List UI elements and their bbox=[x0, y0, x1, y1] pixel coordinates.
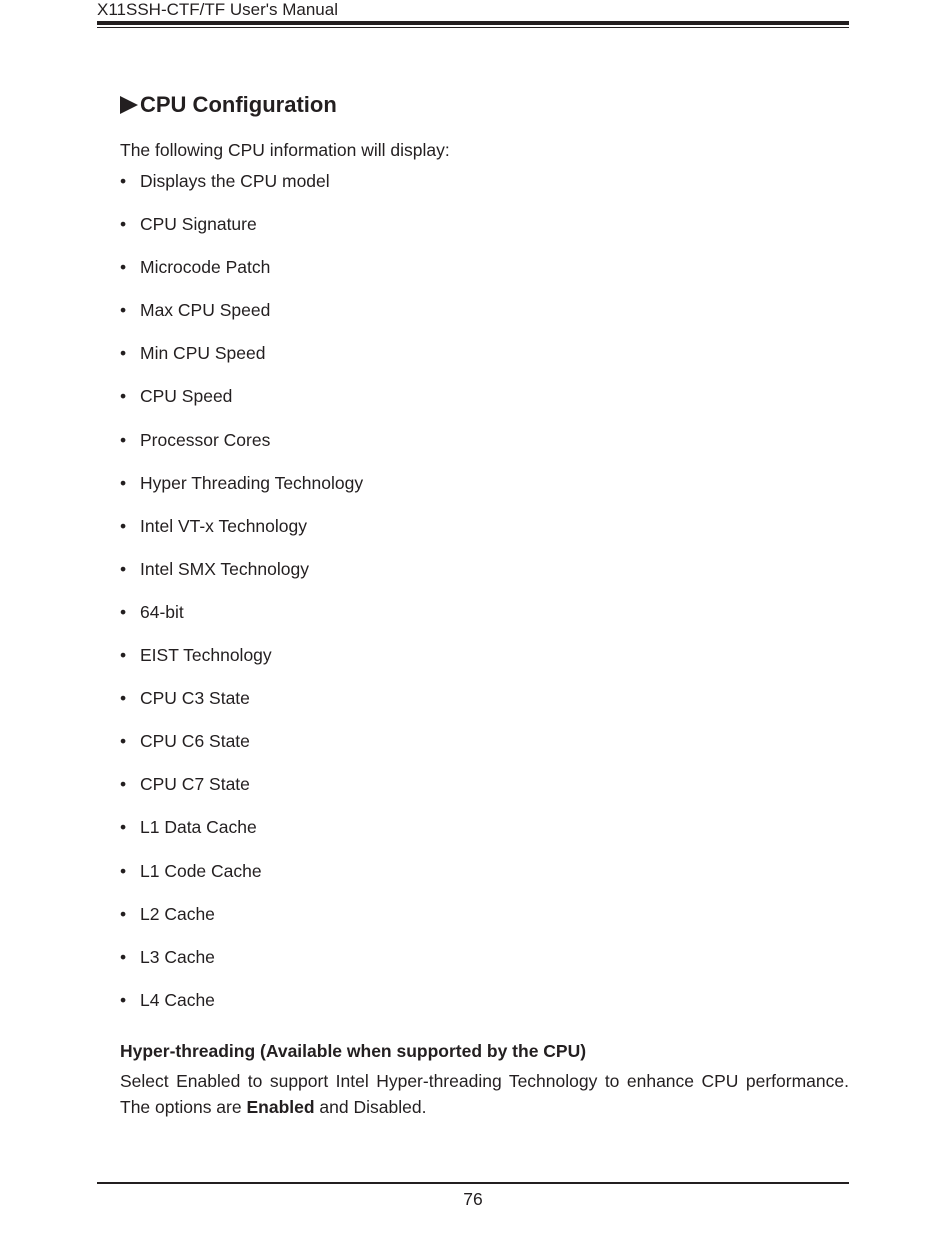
list-item-text: Max CPU Speed bbox=[140, 300, 271, 321]
list-item-text: Intel SMX Technology bbox=[140, 558, 309, 579]
list-item bbox=[120, 515, 363, 558]
bullet-icon: • bbox=[120, 731, 127, 752]
bullet-icon: • bbox=[120, 946, 127, 967]
list-item bbox=[120, 816, 363, 859]
intro-text: The following CPU information will display: bbox=[120, 140, 450, 160]
list-item bbox=[120, 472, 363, 515]
bullet-icon: • bbox=[120, 645, 127, 666]
list-item-text: L1 Code Cache bbox=[140, 860, 262, 881]
list-item bbox=[120, 256, 363, 299]
bullet-icon: • bbox=[120, 558, 127, 579]
page-number: 76 bbox=[463, 1189, 483, 1209]
list-item bbox=[120, 558, 363, 601]
list-item-text: Hyper Threading Technology bbox=[140, 472, 364, 493]
list-item-text: Min CPU Speed bbox=[140, 343, 266, 364]
list-item-text: CPU C3 State bbox=[140, 688, 250, 709]
bullet-icon: • bbox=[120, 817, 127, 838]
description-text-end: and Disabled. bbox=[314, 1096, 427, 1117]
header-rule bbox=[97, 21, 849, 25]
list-item bbox=[120, 946, 363, 989]
bullet-icon: • bbox=[120, 429, 127, 450]
list-item bbox=[120, 429, 363, 472]
bullet-icon: • bbox=[120, 989, 127, 1010]
list-item-text: 64-bit bbox=[140, 601, 184, 622]
enabled-option: Enabled bbox=[246, 1096, 315, 1117]
bullet-icon: • bbox=[120, 515, 127, 536]
list-item-text: Microcode Patch bbox=[140, 257, 271, 278]
description-text: Select Enabled to support Intel Hyper-threading Technology to enhance CPU performance. The options are bbox=[120, 1071, 849, 1117]
list-item-text: L4 Cache bbox=[140, 989, 215, 1010]
bullet-icon: • bbox=[120, 903, 127, 924]
list-item bbox=[120, 773, 363, 816]
header-rule-thin bbox=[97, 27, 849, 28]
list-item-text: EIST Technology bbox=[140, 645, 272, 666]
list-item bbox=[120, 213, 363, 256]
bullet-icon: • bbox=[120, 860, 127, 881]
bullet-icon: • bbox=[120, 774, 127, 795]
bullet-icon: • bbox=[120, 343, 127, 364]
list-item-text: Intel VT-x Technology bbox=[140, 515, 307, 536]
bullet-icon: • bbox=[120, 257, 127, 278]
running-header: X11SSH-CTF/TF User's Manual bbox=[97, 0, 338, 19]
bullet-icon: • bbox=[120, 688, 127, 709]
list-item bbox=[120, 644, 363, 687]
list-item-text: L3 Cache bbox=[140, 946, 215, 967]
list-item-text: Displays the CPU model bbox=[140, 171, 330, 191]
triangle-bullet-icon bbox=[120, 96, 138, 114]
list-item-text: L1 Data Cache bbox=[140, 817, 257, 838]
list-item bbox=[120, 730, 363, 773]
list-item bbox=[120, 385, 363, 428]
list-item bbox=[120, 989, 363, 1032]
list-item bbox=[120, 601, 363, 644]
list-item-text: CPU Signature bbox=[140, 214, 257, 235]
list-item-text: L2 Cache bbox=[140, 903, 215, 924]
list-item bbox=[120, 860, 363, 903]
list-item-text: CPU Speed bbox=[140, 386, 233, 407]
bullet-icon: • bbox=[120, 214, 127, 235]
list-item-text: CPU C6 State bbox=[140, 731, 250, 752]
bullet-icon: • bbox=[120, 601, 127, 622]
list-item-text: CPU C7 State bbox=[140, 774, 250, 795]
footer-rule bbox=[97, 1182, 849, 1184]
list-item-text: Processor Cores bbox=[140, 429, 271, 450]
list-item bbox=[120, 299, 363, 342]
list-item bbox=[120, 342, 363, 385]
bullet-icon: • bbox=[120, 300, 127, 321]
list-item bbox=[120, 903, 363, 946]
bullet-icon: • bbox=[120, 472, 127, 493]
bullet-icon: • bbox=[120, 171, 127, 191]
cpu-info-list bbox=[120, 170, 363, 1032]
hyperthreading-description bbox=[120, 1069, 849, 1120]
section-title-text: CPU Configuration bbox=[140, 92, 337, 117]
bullet-icon: • bbox=[120, 386, 127, 407]
list-item bbox=[120, 170, 363, 213]
list-item bbox=[120, 687, 363, 730]
section-title bbox=[120, 91, 337, 119]
hyperthreading-heading: Hyper-threading (Available when supported by the CPU) bbox=[120, 1041, 587, 1061]
